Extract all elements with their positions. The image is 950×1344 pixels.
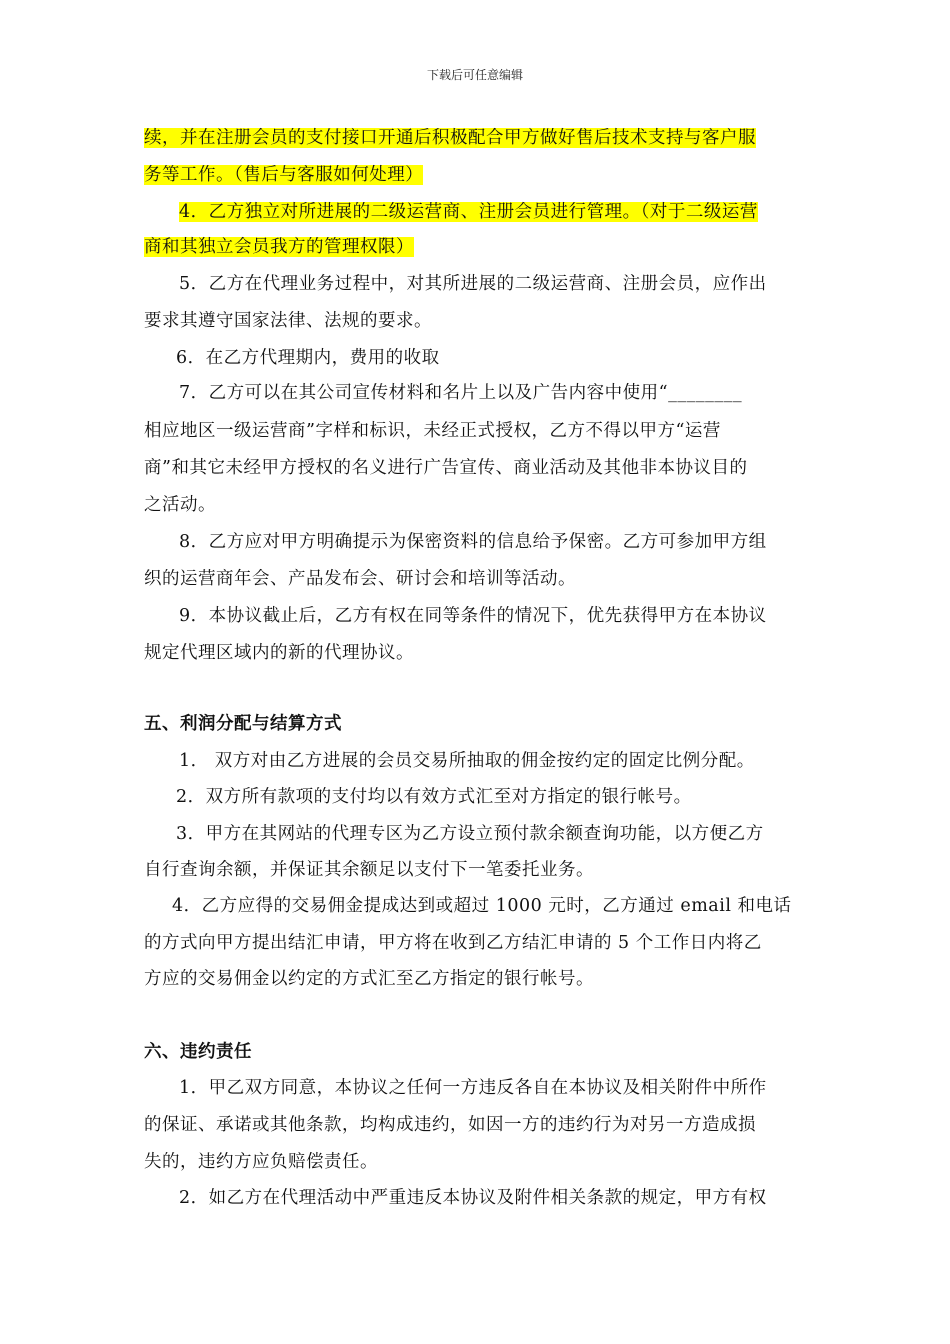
- paragraph-line: [144, 164, 824, 186]
- paragraph-line: 自行查询余额，并保证其余额足以支付下一笔委托业务。: [144, 860, 594, 880]
- paragraph-line: 规定代理区域内的新的代理协议。: [144, 643, 414, 663]
- paragraph-line: 1． 双方对由乙方进展的会员交易所抽取的佣金按约定的固定比例分配。: [179, 751, 755, 771]
- paragraph-line: 4．乙方应得的交易佣金提成达到或超过 1000 元时，乙方通过 email 和电话: [172, 896, 792, 916]
- section-heading-5: 五、利润分配与结算方式: [144, 714, 342, 734]
- paragraph-line: 的保证、承诺或其他条款，均构成违约，如因一方的违约行为对另一方造成损: [144, 1115, 756, 1135]
- paragraph-line: 失的，违约方应负赔偿责任。: [144, 1152, 378, 1172]
- paragraph-line: 9．本协议截止后，乙方有权在同等条件的情况下，优先获得甲方在本协议: [179, 606, 767, 626]
- paragraph-line: 商”和其它未经甲方授权的名义进行广告宣传、商业活动及其他非本协议目的: [144, 458, 748, 478]
- paragraph-line: 2．双方所有款项的支付均以有效方式汇至对方指定的银行帐号。: [176, 787, 692, 807]
- paragraph-line: 8．乙方应对甲方明确提示为保密资料的信息给予保密。乙方可参加甲方组: [179, 532, 767, 552]
- paragraph-line: 相应地区一级运营商”字样和标识，未经正式授权，乙方不得以甲方“运营: [144, 421, 721, 441]
- highlighted-text: 4．乙方独立对所进展的二级运营商、注册会员进行管理。（对于二级运营: [179, 202, 758, 222]
- paragraph-line: 2．如乙方在代理活动中严重违反本协议及附件相关条款的规定，甲方有权: [179, 1188, 767, 1208]
- paragraph-line: [144, 236, 824, 258]
- paragraph-line: 织的运营商年会、产品发布会、研讨会和培训等活动。: [144, 569, 576, 589]
- highlighted-text: 商和其独立会员我方的管理权限）: [144, 237, 414, 257]
- paragraph-line: 7．乙方可以在其公司宣传材料和名片上以及广告内容中使用“________: [179, 383, 743, 403]
- paragraph-line: [144, 201, 859, 223]
- paragraph-line: 6．在乙方代理期内，费用的收取: [176, 348, 440, 368]
- paragraph-line: 5．乙方在代理业务过程中，对其所进展的二级运营商、注册会员，应作出: [179, 274, 767, 294]
- paragraph-line: [144, 127, 824, 149]
- paragraph-line: 要求其遵守国家法律、法规的要求。: [144, 311, 432, 331]
- paragraph-line: 方应的交易佣金以约定的方式汇至乙方指定的银行帐号。: [144, 969, 594, 989]
- page-header: 下载后可任意编辑: [426, 68, 523, 82]
- highlighted-text: 务等工作。（售后与客服如何处理）: [144, 165, 424, 185]
- paragraph-line: 3．甲方在其网站的代理专区为乙方设立预付款余额查询功能，以方便乙方: [176, 824, 764, 844]
- paragraph-line: 1．甲乙双方同意，本协议之任何一方违反各自在本协议及相关附件中所作: [179, 1078, 767, 1098]
- highlighted-text: 续，并在注册会员的支付接口开通后积极配合甲方做好售后技术支持与客户服: [144, 128, 756, 148]
- paragraph-line: 之活动。: [144, 495, 216, 515]
- paragraph-line: 的方式向甲方提出结汇申请，甲方将在收到乙方结汇申请的 5 个工作日内将乙: [144, 933, 762, 953]
- section-heading-6: 六、违约责任: [144, 1042, 252, 1062]
